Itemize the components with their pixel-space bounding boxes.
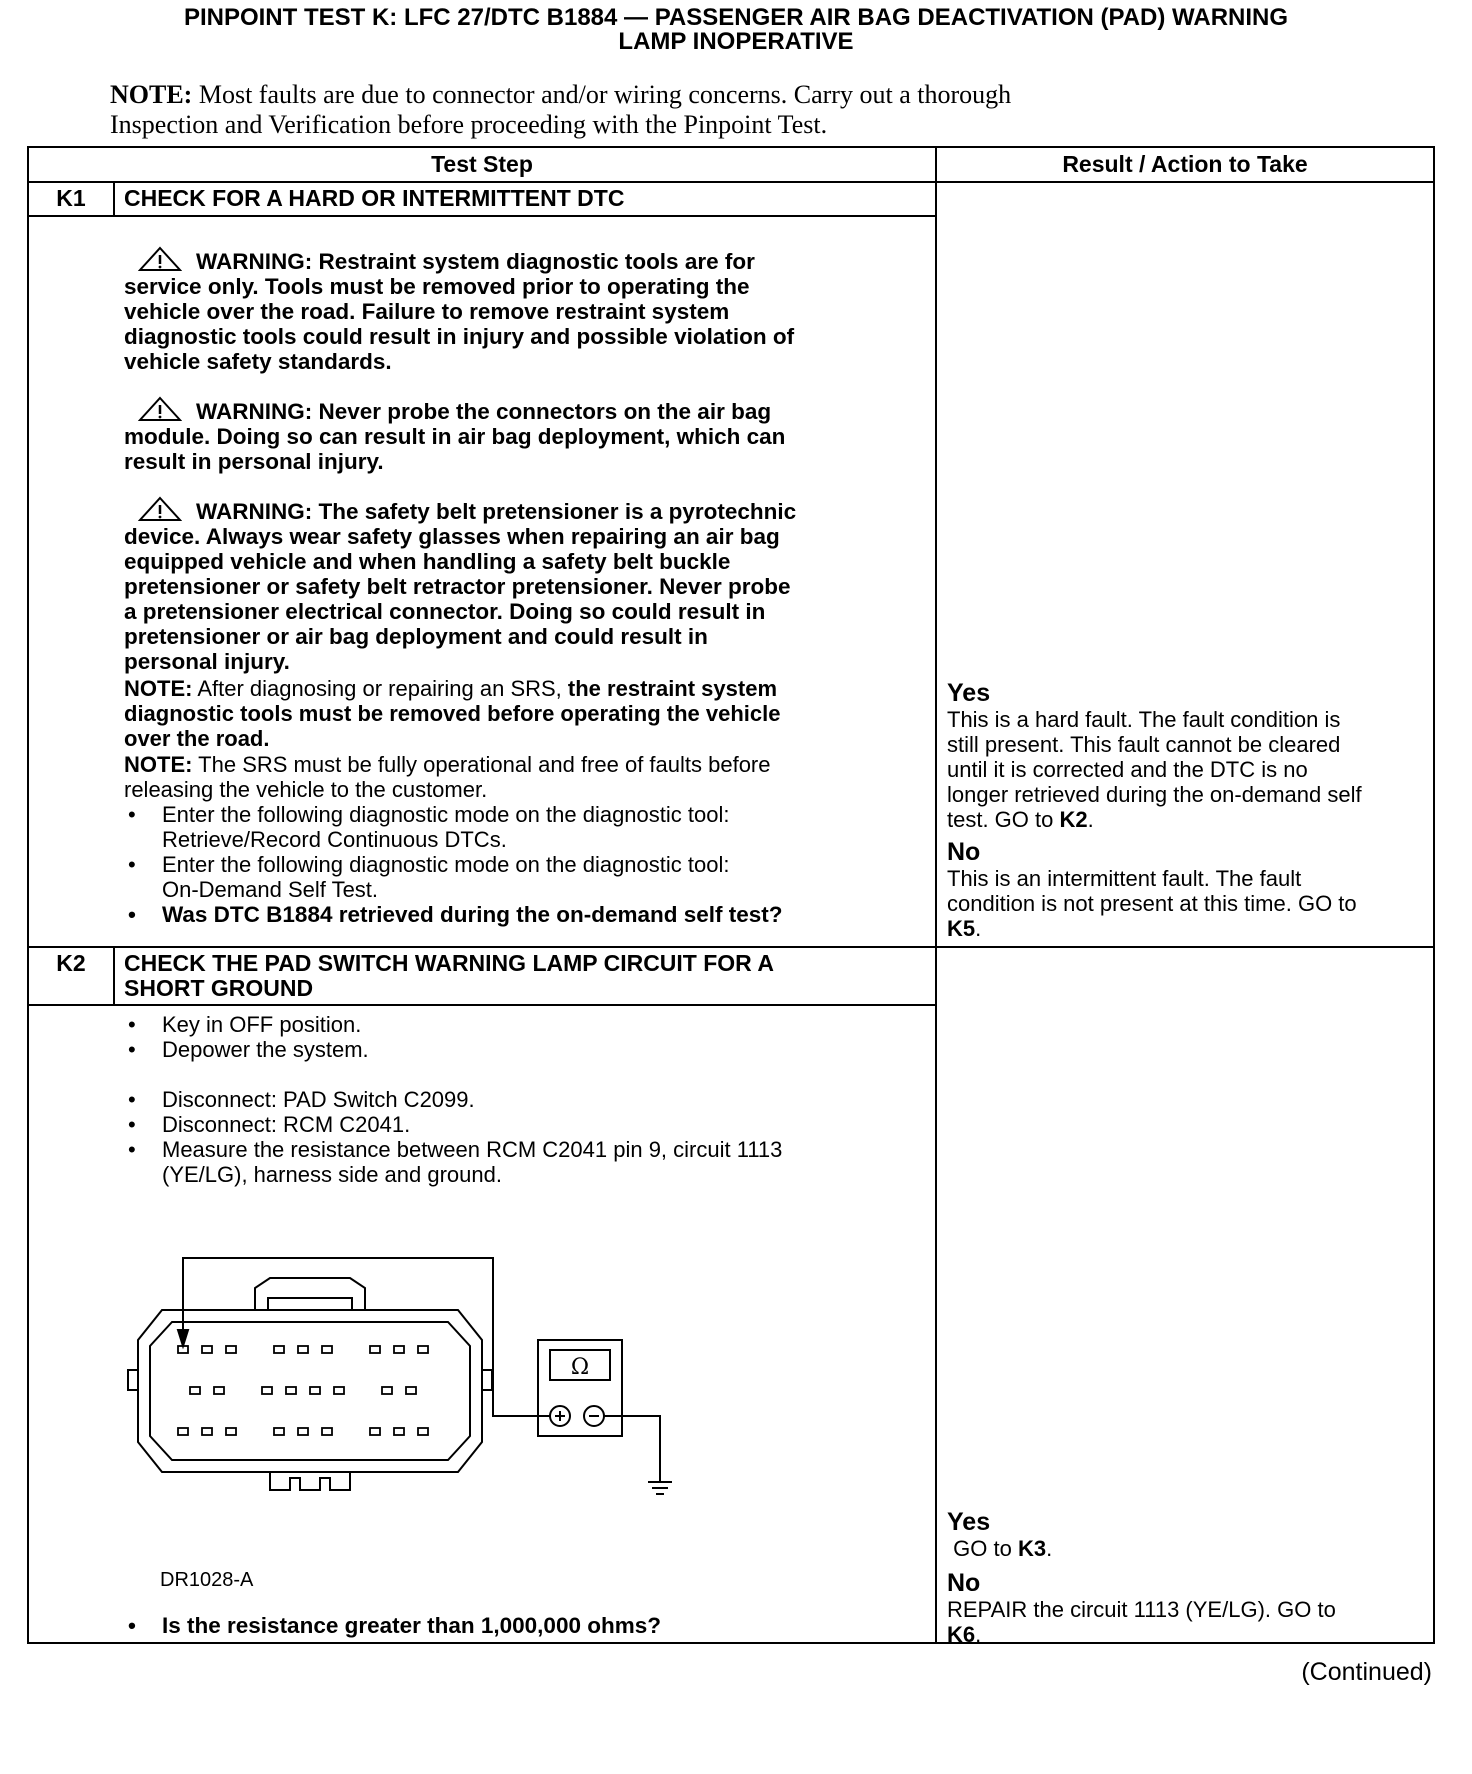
- k2-result: Yes GO to K3. No REPAIR the circuit 1113 (YE/LG). GO to K6.: [947, 1508, 1437, 1647]
- k1-warning-1-line-4: diagnostic tools could result in injury and possible violation of: [124, 324, 795, 349]
- k1-result-no-label: No: [947, 838, 981, 866]
- k1-warning-2-line-1: WARNING: Never probe the connectors on the air bag: [196, 399, 772, 424]
- k1-id-divider: [113, 181, 115, 215]
- k1-warning-3-line-7: personal injury.: [124, 649, 290, 674]
- k1-result-yes-line-1: This is a hard fault. The fault condition is: [947, 707, 1341, 732]
- k2-result-yes-target: K3: [1017, 1536, 1047, 1561]
- title-line-1: PINPOINT TEST K: LFC 27/DTC B1884 — PASSENGER AIR BAG DEACTIVATION (PAD) WARNING: [183, 4, 1289, 31]
- title-line-2: LAMP INOPERATIVE: [618, 28, 854, 55]
- connector-pin-row-3: [178, 1428, 428, 1435]
- intro-note-label: NOTE:: [110, 80, 193, 109]
- connector-pin-row-2: [190, 1387, 416, 1394]
- k1-question-text: Was DTC B1884 retrieved during the on-demand self test?: [162, 902, 783, 927]
- probe-tip: [178, 1330, 188, 1346]
- k2-id-divider: [113, 946, 115, 1004]
- page-title: [40, 6, 1432, 54]
- k1-bullet-1-line-2: Retrieve/Record Continuous DTCs.: [162, 827, 507, 852]
- figure-id: DR1028-A: [160, 1569, 254, 1591]
- k1-note-2: [124, 752, 914, 802]
- k1-result-yes-line-2: still present. This fault cannot be cleared: [947, 732, 1341, 757]
- k1-result-no-line-2: condition is not present at this time. GO to: [947, 891, 1357, 916]
- k2-step-title: [124, 951, 904, 1001]
- k1-note-1-label: NOTE:: [124, 676, 193, 701]
- warning-triangle-icon: [138, 246, 182, 272]
- k1-warning-3-line-5: a pretensioner electrical connector. Doing so could result in: [124, 599, 766, 624]
- k1-warning-2-line-3: result in personal injury.: [124, 449, 384, 474]
- warning-triangle-icon: [138, 396, 182, 422]
- k1-result-yes-line-4: longer retrieved during the on-demand self: [947, 782, 1362, 807]
- k1-warning-3: [124, 496, 914, 674]
- k1-result: Yes This is a hard fault. The fault condition is still present. This fault cannot be cleared until it is corrected and the DTC is no longer retrieved during the on-demand self test. GO to K2. No This is an intermittent fault. The fault condition is not present at this time. GO to K5.: [947, 679, 1437, 941]
- k1-note-1-text: After diagnosing or repairing an SRS,: [197, 676, 562, 701]
- k1-warning-2: [124, 396, 914, 474]
- connector-latch-slot: [268, 1298, 352, 1310]
- k1-bullet-1-line-1: Enter the following diagnostic mode on the diagnostic tool:: [162, 802, 730, 827]
- k2-bullet-1-text: Key in OFF position.: [162, 1012, 362, 1037]
- k2-result-yes-text: GO to: [953, 1536, 1012, 1561]
- k1-result-no-line-1: This is an intermittent fault. The fault: [947, 866, 1302, 891]
- k1-step-id: K1: [56, 185, 86, 211]
- k1-result-no-target: K5: [947, 916, 976, 941]
- k2-title-divider: [29, 1004, 935, 1006]
- k2-bullet-2-text: Depower the system.: [162, 1037, 369, 1062]
- connector-left-tab: [128, 1370, 138, 1390]
- k2-step-title-line-2: SHORT GROUND: [124, 975, 314, 1001]
- k1-warning-1: [124, 246, 914, 374]
- intro-note: [110, 80, 1410, 140]
- k1-step-title: CHECK FOR A HARD OR INTERMITTENT DTC: [124, 185, 625, 211]
- k1-result-yes-last: test. GO to: [947, 807, 1054, 832]
- k1-bullet-2-line-1: Enter the following diagnostic mode on the diagnostic tool:: [162, 852, 730, 877]
- column-divider: [935, 148, 937, 1642]
- k2-bullet-5-line-1: Measure the resistance between RCM C2041 pin 9, circuit 1113: [162, 1137, 783, 1162]
- k1-note-1-bold-b: diagnostic tools must be removed before operating the vehicle: [124, 701, 781, 726]
- k1-bullet-1: • Enter the following diagnostic mode on the diagnostic tool: Retrieve/Record Continuous DTCs.: [124, 802, 914, 852]
- k2-bullet-4: • Disconnect: RCM C2041.: [124, 1112, 914, 1137]
- k2-bullet-5: • Measure the resistance between RCM C2041 pin 9, circuit 1113 (YE/LG), harness side and ground.: [124, 1137, 914, 1187]
- k2-bullet-4-text: Disconnect: RCM C2041.: [162, 1112, 411, 1137]
- k1-warning-2-line-2: module. Doing so can result in air bag deployment, which can: [124, 424, 786, 449]
- k2-step-id: K2: [56, 950, 86, 976]
- intro-note-line-2: Inspection and Verification before proceeding with the Pinpoint Test.: [110, 110, 828, 139]
- test-lead-ground: [604, 1416, 660, 1482]
- k1-note-2-line-2: releasing the vehicle to the customer.: [124, 777, 488, 802]
- k1-result-yes-target: K2: [1059, 807, 1088, 832]
- connector-bottom-tabs: [270, 1472, 350, 1490]
- k1-warning-3-line-4: pretensioner or safety belt retractor pretensioner. Never probe: [124, 574, 791, 599]
- k1-bullet-2-line-2: On-Demand Self Test.: [162, 877, 379, 902]
- k2-question-text: Is the resistance greater than 1,000,000 ohms?: [162, 1613, 661, 1638]
- k2-bullet-2: • Depower the system.: [124, 1037, 914, 1062]
- k1-question: • Was DTC B1884 retrieved during the on-demand self test?: [124, 902, 914, 927]
- k1-warning-1-line-2: service only. Tools must be removed prior to operating the: [124, 274, 750, 299]
- ohmmeter-symbol: Ω: [570, 1355, 590, 1380]
- warning-triangle-icon: [138, 496, 182, 522]
- k2-result-no-target: K6: [947, 1622, 976, 1647]
- k1-warning-3-line-3: equipped vehicle and when handling a safety belt buckle: [124, 549, 731, 574]
- connector-ohmmeter-diagram: [120, 1250, 760, 1560]
- header-test-step: Test Step: [431, 151, 533, 177]
- k2-bullet-1: • Key in OFF position.: [124, 1012, 914, 1037]
- k2-bullet-3: • Disconnect: PAD Switch C2099.: [124, 1087, 914, 1112]
- k1-note-1-bold-a: the restraint system: [567, 676, 778, 701]
- k2-question: • Is the resistance greater than 1,000,000 ohms?: [124, 1613, 914, 1638]
- k1-warning-3-line-2: device. Always wear safety glasses when repairing an air bag: [124, 524, 780, 549]
- k1-result-yes-line-3: until it is corrected and the DTC is no: [947, 757, 1308, 782]
- intro-note-line-1: Most faults are due to connector and/or wiring concerns. Carry out a thorough: [198, 80, 1012, 109]
- header-result: Result / Action to Take: [1062, 151, 1308, 177]
- k2-bullet-5-line-2: (YE/LG), harness side and ground.: [162, 1162, 502, 1187]
- k1-bullet-2: • Enter the following diagnostic mode on the diagnostic tool: On-Demand Self Test.: [124, 852, 914, 902]
- k1-note-1-bold-c: over the road.: [124, 726, 270, 751]
- connector-right-tab: [482, 1370, 492, 1390]
- test-lead-positive: [183, 1258, 550, 1416]
- continued-label: (Continued): [1301, 1658, 1432, 1686]
- k1-note-1: [124, 676, 914, 751]
- header-divider: [29, 181, 1433, 183]
- k1-warning-3-line-6: pretensioner or air bag deployment and could result in: [124, 624, 708, 649]
- connector-top-latch: [255, 1278, 365, 1310]
- k2-result-yes-label: Yes: [947, 1508, 991, 1536]
- k1-title-divider: [29, 215, 935, 217]
- k2-step-title-line-1: CHECK THE PAD SWITCH WARNING LAMP CIRCUIT FOR A: [124, 950, 774, 976]
- k1-warning-1-line-1: WARNING: Restraint system diagnostic tools are for: [196, 249, 755, 274]
- k2-result-no-text: REPAIR the circuit 1113 (YE/LG). GO to: [947, 1597, 1336, 1622]
- k2-bullet-3-text: Disconnect: PAD Switch C2099.: [162, 1087, 475, 1112]
- k1-result-yes-label: Yes: [947, 679, 991, 707]
- k1-note-2-line-1: The SRS must be fully operational and free of faults before: [198, 752, 771, 777]
- k2-result-no-label: No: [947, 1569, 981, 1597]
- k1-warning-1-line-3: vehicle over the road. Failure to remove restraint system: [124, 299, 730, 324]
- k1-note-2-label: NOTE:: [124, 752, 193, 777]
- k1-warning-1-line-5: vehicle safety standards.: [124, 349, 392, 374]
- connector-pin-row-1: [178, 1346, 428, 1353]
- k1-warning-3-line-1: WARNING: The safety belt pretensioner is a pyrotechnic: [196, 499, 797, 524]
- row-divider-k1-k2: [29, 946, 1433, 948]
